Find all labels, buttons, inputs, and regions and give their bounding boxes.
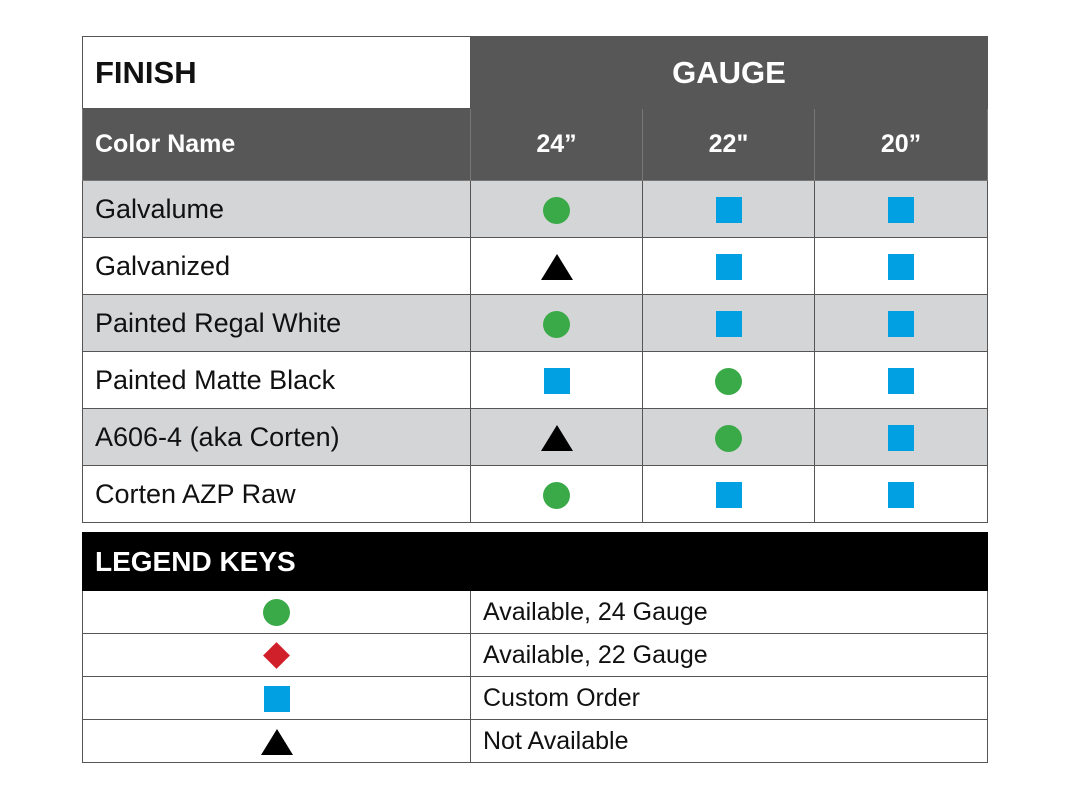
gauge-24-cell [471, 238, 643, 295]
gauge-22-header: 22" [643, 109, 815, 181]
color-name-cell: Painted Regal White [83, 295, 471, 352]
square-icon [716, 254, 742, 280]
table-row [83, 295, 988, 352]
gauge-header: GAUGE [471, 37, 988, 109]
gauge-20-cell [815, 352, 988, 409]
gauge-24-cell [471, 466, 643, 523]
square-icon [716, 311, 742, 337]
gauge-22-cell [643, 409, 815, 466]
color-name-cell: Galvalume [83, 181, 471, 238]
finish-gauge-table [82, 36, 988, 523]
finish-header: FINISH [83, 37, 471, 109]
legend-label: Available, 24 Gauge [471, 591, 988, 634]
table-row [83, 238, 988, 295]
color-name-cell: Painted Matte Black [83, 352, 471, 409]
circle-icon [715, 368, 742, 395]
color-name-cell: A606-4 (aka Corten) [83, 409, 471, 466]
legend-label: Custom Order [471, 677, 988, 720]
gauge-22-cell [643, 352, 815, 409]
legend-symbol-cell [83, 720, 471, 763]
gauge-24-header: 24” [471, 109, 643, 181]
legend-symbol-cell [83, 677, 471, 720]
legend-row [83, 591, 988, 634]
square-icon [888, 425, 914, 451]
square-icon [888, 368, 914, 394]
gauge-20-cell [815, 238, 988, 295]
title-row [83, 37, 988, 109]
square-icon [888, 197, 914, 223]
column-header-row [83, 109, 988, 181]
legend-title: LEGEND KEYS [83, 533, 988, 591]
gauge-22-cell [643, 238, 815, 295]
table-body [83, 181, 988, 523]
legend-symbol-cell [83, 634, 471, 677]
gauge-20-header: 20” [815, 109, 988, 181]
square-icon [888, 482, 914, 508]
gauge-24-cell [471, 181, 643, 238]
circle-icon [543, 311, 570, 338]
legend-table [82, 532, 988, 763]
color-name-header: Color Name [83, 109, 471, 181]
gauge-20-cell [815, 181, 988, 238]
square-icon [716, 482, 742, 508]
gauge-22-cell [643, 295, 815, 352]
square-icon [888, 311, 914, 337]
gauge-20-cell [815, 409, 988, 466]
gauge-20-cell [815, 466, 988, 523]
legend-symbol-cell [83, 591, 471, 634]
gauge-24-cell [471, 295, 643, 352]
triangle-icon [261, 729, 293, 755]
color-name-cell: Galvanized [83, 238, 471, 295]
triangle-icon [541, 425, 573, 451]
legend-label: Available, 22 Gauge [471, 634, 988, 677]
diamond-icon [263, 642, 290, 669]
table-row [83, 409, 988, 466]
gauge-22-cell [643, 466, 815, 523]
square-icon [716, 197, 742, 223]
legend-title-row [83, 533, 988, 591]
gauge-24-cell [471, 352, 643, 409]
gauge-22-cell [643, 181, 815, 238]
circle-icon [543, 197, 570, 224]
table-row [83, 352, 988, 409]
table-row [83, 181, 988, 238]
legend-row [83, 720, 988, 763]
color-name-cell: Corten AZP Raw [83, 466, 471, 523]
circle-icon [263, 599, 290, 626]
square-icon [264, 686, 290, 712]
gauge-20-cell [815, 295, 988, 352]
circle-icon [715, 425, 742, 452]
circle-icon [543, 482, 570, 509]
legend-body [83, 591, 988, 763]
square-icon [544, 368, 570, 394]
table-row [83, 466, 988, 523]
finish-gauge-chart [82, 36, 987, 763]
legend-label: Not Available [471, 720, 988, 763]
legend-row [83, 677, 988, 720]
gauge-24-cell [471, 409, 643, 466]
legend-row [83, 634, 988, 677]
triangle-icon [541, 254, 573, 280]
square-icon [888, 254, 914, 280]
